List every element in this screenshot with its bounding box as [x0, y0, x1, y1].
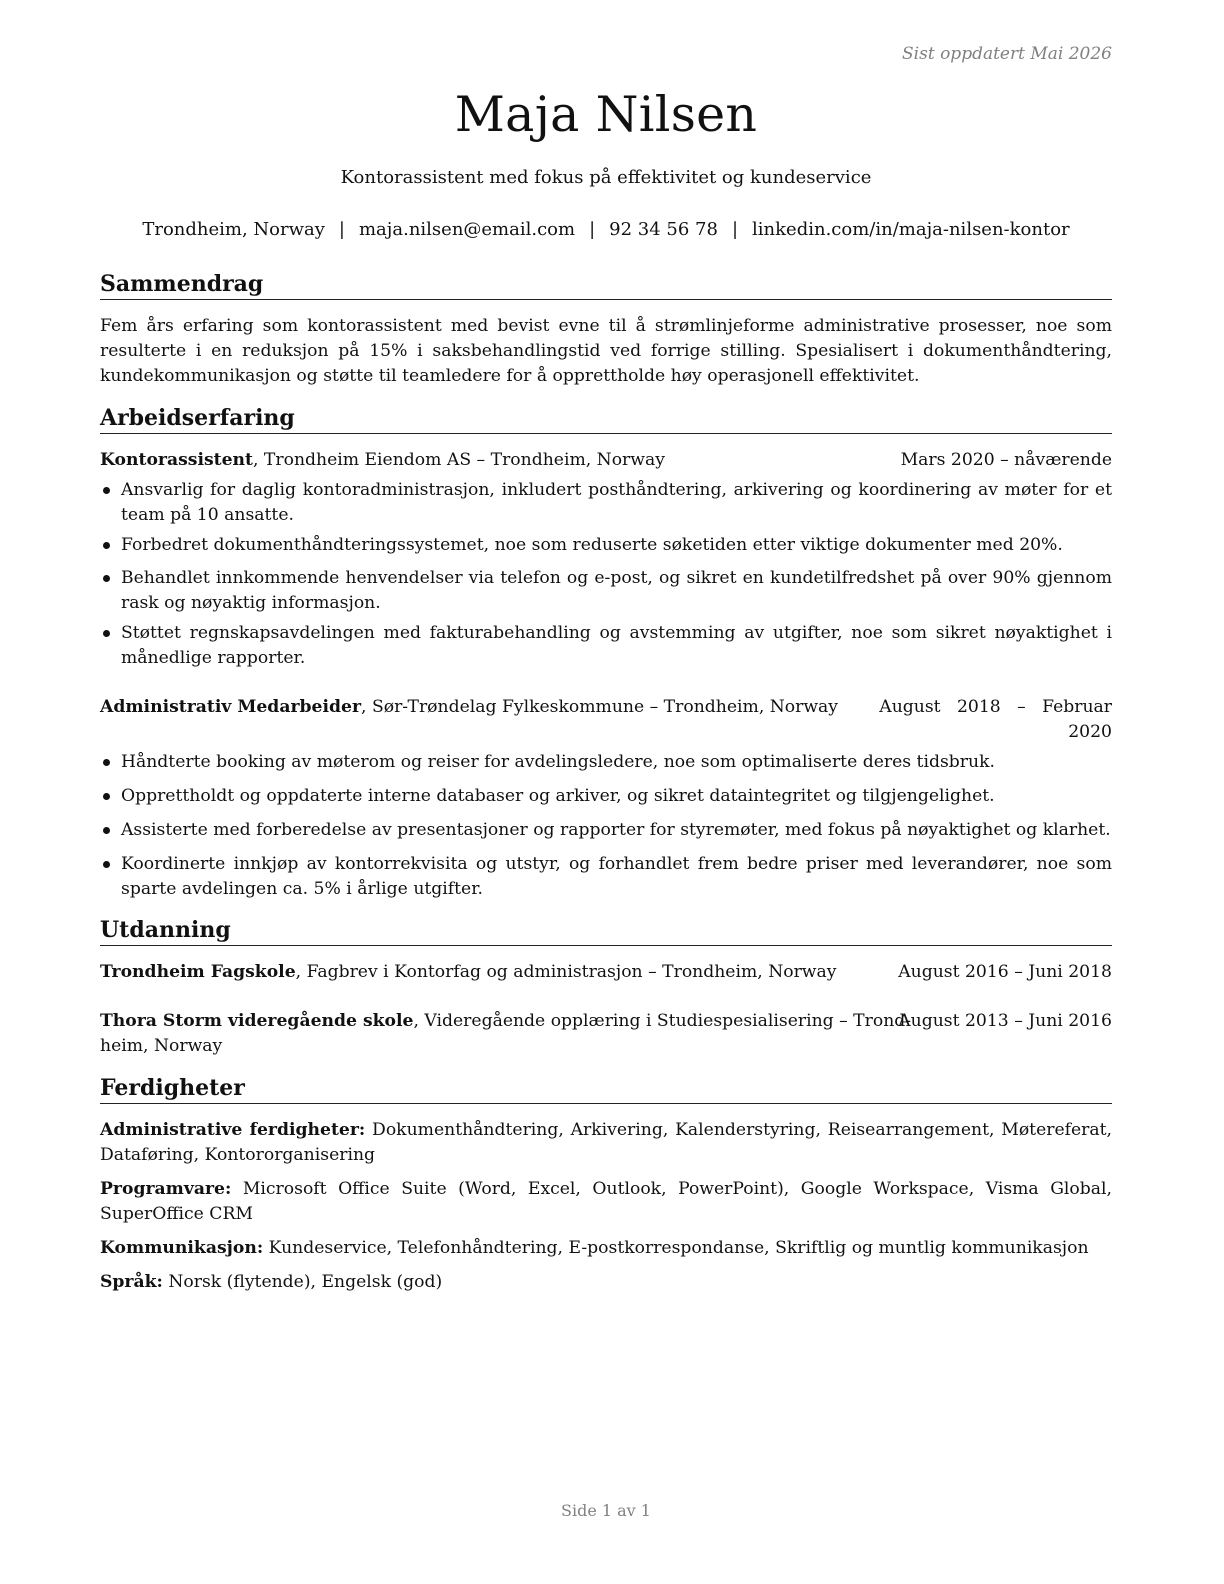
skill-label: Kommunikasjon: — [100, 1238, 264, 1258]
skill-text: Kundeservice, Telefonhåndtering, E-postkorrespondanse, Skriftlig og muntlig kommunikasjon — [263, 1238, 1089, 1258]
section-title-education: Utdanning — [100, 916, 1112, 946]
skill-row — [100, 1118, 1112, 1168]
resume-page — [100, 0, 1112, 1584]
education-line — [100, 960, 836, 985]
section-title-summary: Sammendrag — [100, 270, 1112, 300]
skill-row — [100, 1177, 1112, 1227]
job-details: , Trondheim Eiendom AS – Trondheim, Norway — [252, 450, 665, 470]
section-title-skills: Ferdigheter — [100, 1074, 1112, 1104]
education-school: Thora Storm videregående skole — [100, 1011, 414, 1031]
list-item — [100, 621, 1112, 671]
skill-label: Programvare: — [100, 1179, 232, 1199]
education-school: Trondheim Fagskole — [100, 962, 296, 982]
page-number: Side 1 av 1 — [561, 1501, 651, 1520]
job-dates: Mars 2020 – nåværende — [900, 450, 1112, 470]
education-dates: August 2016 – Juni 2018 — [898, 962, 1112, 982]
list-item — [100, 533, 1112, 558]
skill-row — [100, 1270, 1112, 1295]
job-role: Administrativ Medarbeider — [100, 697, 362, 717]
list-item — [100, 784, 1112, 809]
bullet-icon — [103, 759, 110, 766]
bullet-icon — [103, 487, 110, 494]
skill-row — [100, 1236, 1112, 1261]
job-bullets — [100, 750, 1112, 902]
skill-text: Norsk (flytende), Engelsk (god) — [162, 1272, 443, 1292]
contact-line — [100, 219, 1112, 240]
contact-email[interactable]: maja.nilsen@email.com — [358, 219, 576, 240]
contact-separator: | — [589, 219, 596, 240]
skill-text: Dokumenthåndtering, Arkivering, Kalenderstyring, Reisearrangement, Møtereferat, Dataføring, Kontororganisering — [100, 1120, 1113, 1165]
bullet-icon — [103, 542, 110, 549]
candidate-name: Maja Nilsen — [454, 86, 758, 143]
skill-label: Språk: — [100, 1272, 163, 1292]
education-details: , Videregående opplæring i Studiespesialisering – Trond- — [413, 1011, 912, 1031]
bullet-text: Opprettholdt og oppdaterte interne databaser og arkiver, og sikret dataintegritet og tilgjengelighet. — [121, 786, 995, 806]
contact-phone: 92 34 56 78 — [609, 219, 718, 240]
contact-separator: | — [731, 219, 739, 240]
bullet-text: Håndterte booking av møterom og reiser for avdelingsledere, noe som optimaliserte deres tidsbruk. — [121, 752, 995, 772]
bullet-icon — [103, 793, 110, 800]
bullet-text: Støttet regnskapsavdelingen med fakturabehandling og avstemming av utgifter, noe som sikret nøyaktighet i månedlige rapporter. — [121, 623, 1112, 668]
bullet-text: Koordinerte innkjøp av kontorrekvisita og utstyr, og forhandlet frem bedre priser med leverandører, noe som sparte avdelingen ca. 5% i årlige utgifter. — [121, 854, 1112, 899]
bullet-text: Behandlet innkommende henvendelser via telefon og e-post, og sikret en kundetilfredshet på over 90% gjennom rask og nøyaktig informasjon. — [121, 568, 1112, 613]
job-bullets — [100, 478, 1112, 671]
job-dates-line2: 2020 — [1068, 722, 1112, 742]
education-details: , Fagbrev i Kontorfag og administrasjon – Trondheim, Norway — [295, 962, 837, 982]
job-role: Kontorassistent — [100, 450, 253, 470]
education-dates: August 2013 – Juni 2016 — [898, 1011, 1112, 1031]
job-dates — [879, 695, 1112, 745]
bullet-text: Forbedret dokumenthåndteringssystemet, noe som reduserte søketiden etter viktige dokumenter med 20%. — [121, 535, 1063, 555]
bullet-text: Ansvarlig for daglig kontoradministrasjon, inkludert posthåndtering, arkivering og koordinering av møter for et team på 10 ansatte. — [121, 480, 1112, 525]
skill-label: Administrative ferdigheter: — [100, 1120, 366, 1140]
list-item — [100, 852, 1112, 902]
bullet-icon — [103, 575, 110, 582]
skill-text: Microsoft Office Suite (Word, Excel, Outlook, PowerPoint), Google Workspace, Visma Global, SuperOffice CRM — [100, 1179, 1112, 1224]
last-updated: Sist oppdatert Mai 2026 — [902, 44, 1112, 64]
section-title-experience: Arbeidserfaring — [100, 404, 1112, 434]
list-item — [100, 750, 1112, 775]
bullet-icon — [103, 861, 110, 868]
bullet-text: Assisterte med forberedelse av presentasjoner og rapporter for styremøter, med fokus på nøyaktighet og klarhet. — [121, 820, 1111, 840]
list-item — [100, 818, 1112, 843]
tagline: Kontorassistent med fokus på effektivitet og kundeservice — [340, 167, 872, 188]
bullet-icon — [103, 630, 110, 637]
job-title-line — [100, 695, 838, 720]
list-item — [100, 478, 1112, 528]
summary-text: Fem års erfaring som kontorassistent med bevist evne til å strømlinjeforme administrative prosesser, noe som resulterte i en reduksjon på 15% i saksbehandlingstid ved forrige stilling. Spesialisert i dokumenthåndtering, kundekommunikasjon og støtte til teamledere for å opprettholde høy operasjonell effektivitet. — [100, 316, 1112, 386]
contact-linkedin[interactable]: linkedin.com/in/maja-nilsen-kontor — [752, 219, 1070, 240]
job-dates-line1: August 2018 – Februar — [879, 697, 1112, 717]
contact-separator: | — [338, 219, 345, 240]
job-details: , Sør-Trøndelag Fylkeskommune – Trondheim, Norway — [361, 697, 839, 717]
list-item — [100, 566, 1112, 616]
bullet-icon — [103, 827, 110, 834]
contact-location: Trondheim, Norway — [142, 219, 325, 240]
education-details-cont: heim, Norway — [100, 1036, 223, 1056]
job-title-line — [100, 448, 665, 473]
education-line — [100, 1009, 911, 1059]
